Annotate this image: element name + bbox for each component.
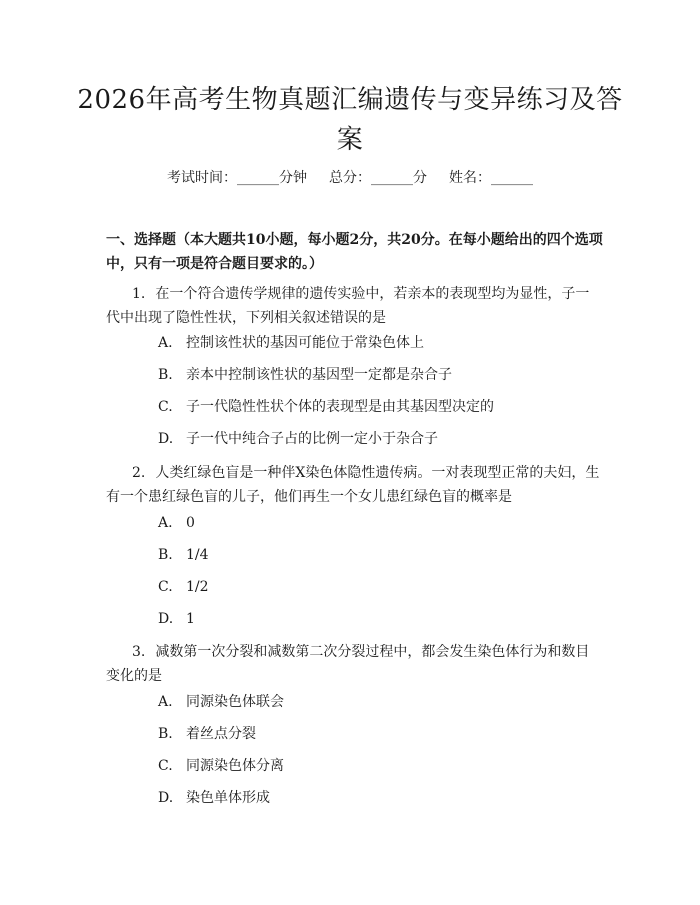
option-1c <box>158 397 494 417</box>
option-text: 亲本中控制该性状的基因型一定都是杂合子 <box>186 367 452 383</box>
document-title: 2026年高考生物真题汇编遗传与变异练习及答案 <box>77 85 623 155</box>
total-score-field: 总分：______分 <box>329 170 427 186</box>
option-letter: B. <box>158 726 173 742</box>
option-letter: D. <box>158 611 174 627</box>
option-letter: D. <box>158 790 174 806</box>
option-text: 0 <box>186 515 195 531</box>
option-letter: A. <box>158 515 173 531</box>
option-1d <box>158 429 438 449</box>
option-3a <box>158 692 284 712</box>
option-3d <box>158 788 270 808</box>
question-stem: 人类红绿色盲是一种伴X染色体隐性遗传病。一对表现型正常的夫妇，生有一个患红绿色盲的儿子，他们再生一个女儿患红绿色盲的概率是 <box>106 465 600 505</box>
option-text: 同源染色体联会 <box>186 694 284 710</box>
question-3 <box>106 640 602 688</box>
question-1 <box>106 282 602 330</box>
option-text: 子一代中纯合子占的比例一定小于杂合子 <box>186 431 438 447</box>
option-1a <box>158 333 424 353</box>
option-letter: D. <box>158 431 174 447</box>
option-3c <box>158 756 284 776</box>
option-text: 1 <box>186 611 195 627</box>
option-letter: A. <box>158 694 173 710</box>
option-text: 染色单体形成 <box>186 790 270 806</box>
option-2a <box>158 513 195 533</box>
student-name-field: 姓名：______ <box>449 170 533 186</box>
option-text: 同源染色体分离 <box>186 758 284 774</box>
question-number: 2. <box>132 465 146 481</box>
exam-time-field: 考试时间：______分钟 <box>167 170 307 186</box>
question-2 <box>106 461 602 509</box>
option-2d <box>158 609 195 629</box>
question-number: 3. <box>132 644 146 660</box>
exam-info-line <box>0 168 700 188</box>
question-stem: 在一个符合遗传学规律的遗传实验中，若亲本的表现型均为显性，子一代中出现了隐性性状，下列相关叙述错误的是 <box>106 286 590 326</box>
option-text: 着丝点分裂 <box>186 726 256 742</box>
option-1b <box>158 365 452 385</box>
option-text: 1/2 <box>186 579 209 595</box>
option-2b <box>158 545 209 565</box>
option-text: 1/4 <box>186 547 209 563</box>
option-letter: C. <box>158 399 173 415</box>
question-stem: 减数第一次分裂和减数第二次分裂过程中，都会发生染色体行为和数目变化的是 <box>106 644 590 684</box>
option-letter: A. <box>158 335 173 351</box>
option-letter: C. <box>158 579 173 595</box>
option-letter: C. <box>158 758 173 774</box>
question-number: 1. <box>132 286 146 302</box>
option-letter: B. <box>158 547 173 563</box>
option-text: 控制该性状的基因可能位于常染色体上 <box>186 335 424 351</box>
section-heading: 一、选择题（本大题共10小题，每小题2分，共20分。在每小题给出的四个选项中，只有一项是符合题目要求的。） <box>106 232 603 272</box>
option-2c <box>158 577 209 597</box>
option-3b <box>158 724 256 744</box>
option-text: 子一代隐性性状个体的表现型是由其基因型决定的 <box>186 399 494 415</box>
option-letter: B. <box>158 367 173 383</box>
